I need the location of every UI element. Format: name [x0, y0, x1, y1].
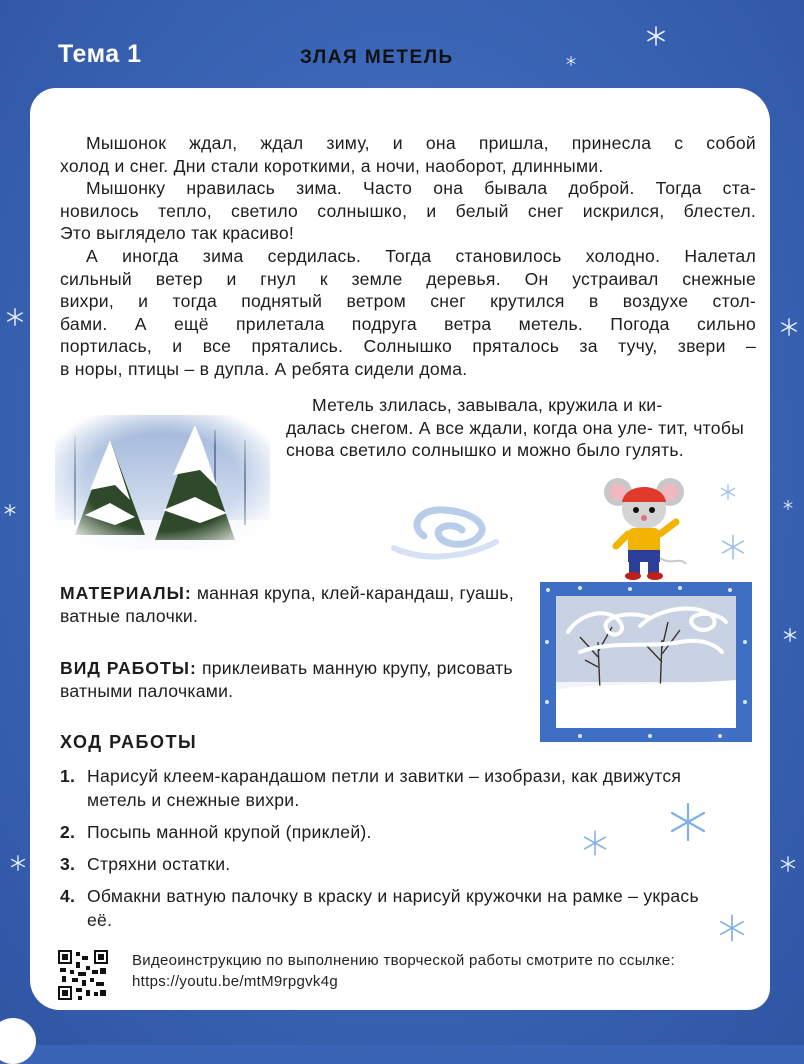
step-item: 2. Посыпь манной крупой (приклей).	[60, 822, 372, 842]
snowflake-icon	[780, 856, 796, 872]
snowflake-icon	[10, 855, 26, 871]
snowflake-icon	[4, 504, 16, 516]
story-paragraph-side: Метель злилась, завывала, кружила и ки- далась снегом. А все ждали, когда она уле- тит, чтобы снова светило солнышко и можно было гулять.	[286, 395, 745, 461]
step-item: 4. Обмакни ватную палочку в краску и нарисуй кружочки на рамке – укрась её.	[60, 886, 699, 930]
step-item: 1. Нарисуй клеем-карандашом петли и завитки – изобрази, как движутся метель и снежные вихри.	[60, 766, 682, 810]
video-instruction-text: Видеоинструкцию по выполнению творческой работы смотрите по ссылке: https://youtu.be/mtM9rpgvk4g	[132, 952, 675, 990]
wind-swirl-icon	[384, 496, 504, 566]
qr-code-icon[interactable]	[58, 950, 108, 1000]
steps-list	[60, 764, 740, 940]
snowflake-icon	[780, 318, 798, 336]
materials-text: МАТЕРИАЛЫ: манная крупа, клей-карандаш, гуашь, ватные палочки.	[60, 583, 514, 626]
snowflake-icon	[6, 308, 24, 326]
snowflake-icon	[720, 484, 736, 500]
snowflake-icon	[566, 56, 576, 66]
theme-label: Тема 1	[58, 40, 142, 68]
work-type-text: ВИД РАБОТЫ: приклеивать манную крупу, рисовать ватными палочками.	[60, 658, 513, 701]
mouse-character-icon	[600, 470, 690, 580]
snowflake-icon	[720, 534, 746, 560]
topic-title: ЗЛАЯ МЕТЕЛЬ	[300, 47, 454, 68]
snowflake-icon	[646, 26, 666, 46]
step-item: 3. Стряхни остатки.	[60, 854, 231, 874]
snowflake-icon	[783, 628, 797, 642]
snowflake-icon	[783, 500, 793, 510]
steps-heading: ХОД РАБОТЫ	[60, 732, 198, 752]
story-text: Мышонок ждал, ждал зиму, и она пришла, принесла с собой холод и снег. Дни стали короткими, а ночи, наоборот, длинными. Мышонку нравилась зима. Часто она бывала доброй. Тогда ста- новилось тепло, светило солнышко, и белый снег искрился, блестел. Это выглядело так красиво! А иногда зима сердилась. Тогда становилось холодно. Налетал сильный ветер и гнул к земле деревья. Он устраивал снежные вихри, и тогда поднятый ветром снег крутился в воздухе стол- бами. А ещё прилетала подруга ветра метель. Погода сильно портилась, и все прятались. Солнышко пряталось за тучу, звери – в норы, птицы – в дупла. А ребята сидели дома.	[60, 133, 756, 379]
story-paragraph: Мышонку нравилась зима. Часто она бывала доброй. Тогда ста-	[86, 178, 756, 199]
winter-trees-picture	[55, 415, 270, 550]
story-paragraph: А иногда зима сердилась. Тогда становилось холодно. Налетал	[86, 245, 756, 266]
story-paragraph: Мышонок ждал, ждал зиму, и она пришла, принесла с собой	[86, 133, 756, 153]
finished-work-picture	[540, 582, 752, 742]
